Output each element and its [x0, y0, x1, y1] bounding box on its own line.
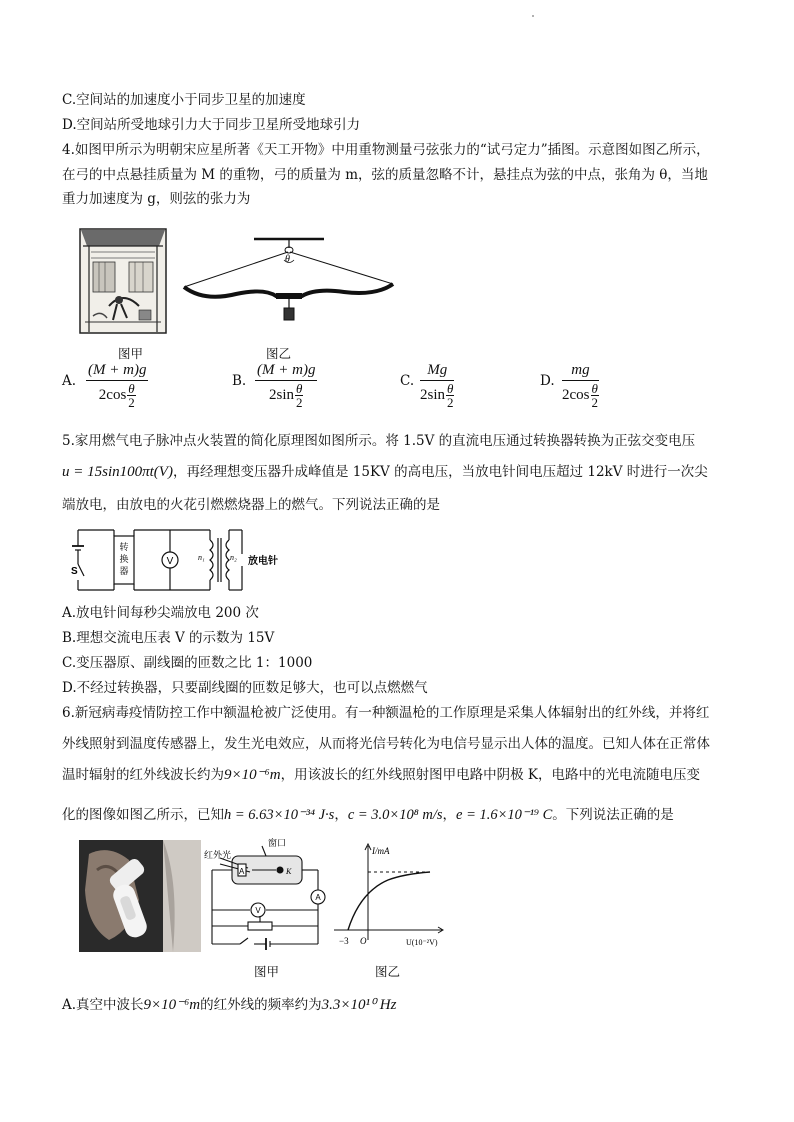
anode-label: A — [239, 867, 245, 876]
needle-label: 放电针 — [248, 556, 278, 567]
q5-option-a: A.放电针间每秒尖端放电 200 次 — [62, 605, 259, 621]
graph-x-label: U(10⁻²V) — [406, 938, 438, 947]
q4-option-c-letter: C. — [400, 373, 415, 389]
ammeter-label: A — [315, 893, 321, 902]
q4-option-d-letter: D. — [540, 373, 555, 389]
q4-option-a-formula: (M + m)g 2cos $\frac{\theta}{2}$ — [88, 362, 147, 410]
q6-elementary-charge: e = 1.6×10⁻¹⁹ C — [456, 807, 553, 823]
q6-line-4: 化的图像如图乙所示，已知h = 6.63×10⁻³⁴ J·s，c = 3.0×10⁸ m/s，e = 1.6×10⁻¹⁹ C。下列说法正确的是 — [62, 807, 674, 823]
q4-line-1: 4.如图甲所示为明朝宋应星所著《天工开物》中用重物测量弓弦张力的“试弓定力”插图。示意图如图乙所示， — [62, 142, 710, 158]
q6-photo-thermometer-gun — [79, 840, 201, 952]
q5-line-1: 5.家用燃气电子脉冲点火装置的简化原理图如图所示。将 1.5V 的直流电压通过转换器转换为正弦交变电压 — [62, 433, 696, 449]
n1-label: n₁ — [198, 553, 205, 562]
q5-voltage-formula: u = 15sin100πt(V) — [62, 464, 173, 480]
cathode-label: K — [286, 867, 292, 876]
graph-x-tick: −3 — [339, 936, 349, 946]
q5-line-3: 端放电，由放电的火花引燃燃烧器上的燃气。下列说法正确的是 — [62, 497, 440, 513]
q6-line-2: 外线照射到温度传感器上，发生光电效应，从而将光信号转化为电信号显示出人体的温度。已知人体在正常体 — [62, 736, 710, 752]
q6-caption-jia: 图甲 — [254, 964, 280, 979]
q5-option-c: C.变压器原、副线圈的匝数之比 1：1000 — [62, 655, 313, 671]
n2-label: n₂ — [230, 553, 237, 562]
q6-option-a-frequency: 3.3×10¹⁰ Hz — [321, 997, 397, 1013]
q4-option-b-formula: (M + m)g 2sin $\frac{\theta}{2}$ — [257, 362, 316, 410]
prev-option-c: C.空间站的加速度小于同步卫星的加速度 — [62, 92, 306, 108]
q6-option-a: A.真空中波长9×10⁻⁶m的红外线的频率约为3.3×10¹⁰ Hz — [62, 997, 397, 1013]
q5-circuit-diagram — [70, 524, 292, 596]
q6-photocell-circuit — [204, 834, 328, 958]
window-label: 窗口 — [268, 839, 287, 849]
prev-option-d: D.空间站所受地球引力大于同步卫星所受地球引力 — [62, 117, 361, 133]
q4-figure-jia-illustration — [79, 228, 167, 334]
q4-option-b-letter: B. — [232, 373, 247, 389]
q5-option-b: B.理想交流电压表 V 的示数为 15V — [62, 630, 275, 646]
q5-line-2: u = 15sin100πt(V)，再经理想变压器升成峰值是 15KV 的高电压，当放电针间电压超过 12kV 时进行一次尖 — [62, 464, 708, 480]
scan-dot — [532, 15, 534, 17]
q6-planck-constant: h = 6.63×10⁻³⁴ J·s — [224, 807, 335, 823]
converter-label-3: 器 — [119, 567, 129, 577]
q4-option-a-letter: A. — [62, 373, 77, 389]
converter-label-1: 转 — [119, 543, 129, 553]
q4-option-d-formula: mg 2cos $\frac{\theta}{2}$ — [562, 362, 598, 410]
switch-label: S — [71, 566, 78, 577]
q6-line-1: 6.新冠病毒疫情防控工作中额温枪被广泛使用。有一种额温枪的工作原理是采集人体辐射出的红外线，并将红 — [62, 705, 710, 721]
q6-current-voltage-graph — [330, 840, 448, 952]
q6-wavelength-value: 9×10⁻⁶m — [224, 767, 281, 783]
q6-option-a-wavelength: 9×10⁻⁶m — [143, 997, 201, 1013]
theta-label: θ — [285, 254, 290, 265]
q4-caption-yi: 图乙 — [266, 346, 292, 361]
q4-caption-jia: 图甲 — [118, 346, 144, 361]
q4-figure-yi-bow — [180, 232, 396, 328]
q5-option-d: D.不经过转换器，只要副线圈的匝数足够大，也可以点燃燃气 — [62, 680, 428, 696]
q4-option-c-formula: Mg 2sin $\frac{\theta}{2}$ — [420, 362, 454, 410]
q6-light-speed: c = 3.0×10⁸ m/s — [347, 807, 443, 823]
graph-y-label: I/mA — [372, 846, 390, 856]
q4-line-3: 重力加速度为 g，则弦的张力为 — [62, 191, 251, 207]
voltmeter-label-q6: V — [255, 906, 261, 915]
ir-light-label: 红外光 — [204, 851, 232, 861]
q6-caption-yi: 图乙 — [375, 964, 401, 979]
q6-line-3: 温时辐射的红外线波长约为9×10⁻⁶m，用该波长的红外线照射图甲电路中阴极 K，电路中的光电流随电压变 — [62, 767, 700, 783]
converter-label-2: 换 — [119, 555, 129, 565]
q4-line-2: 在弓的中点悬挂质量为 M 的重物，弓的质量为 m，弦的质量忽略不计，悬挂点为弦的中点，张角为 θ，当地 — [62, 167, 708, 183]
graph-origin: O — [360, 936, 367, 946]
voltmeter-label: V — [166, 556, 174, 567]
